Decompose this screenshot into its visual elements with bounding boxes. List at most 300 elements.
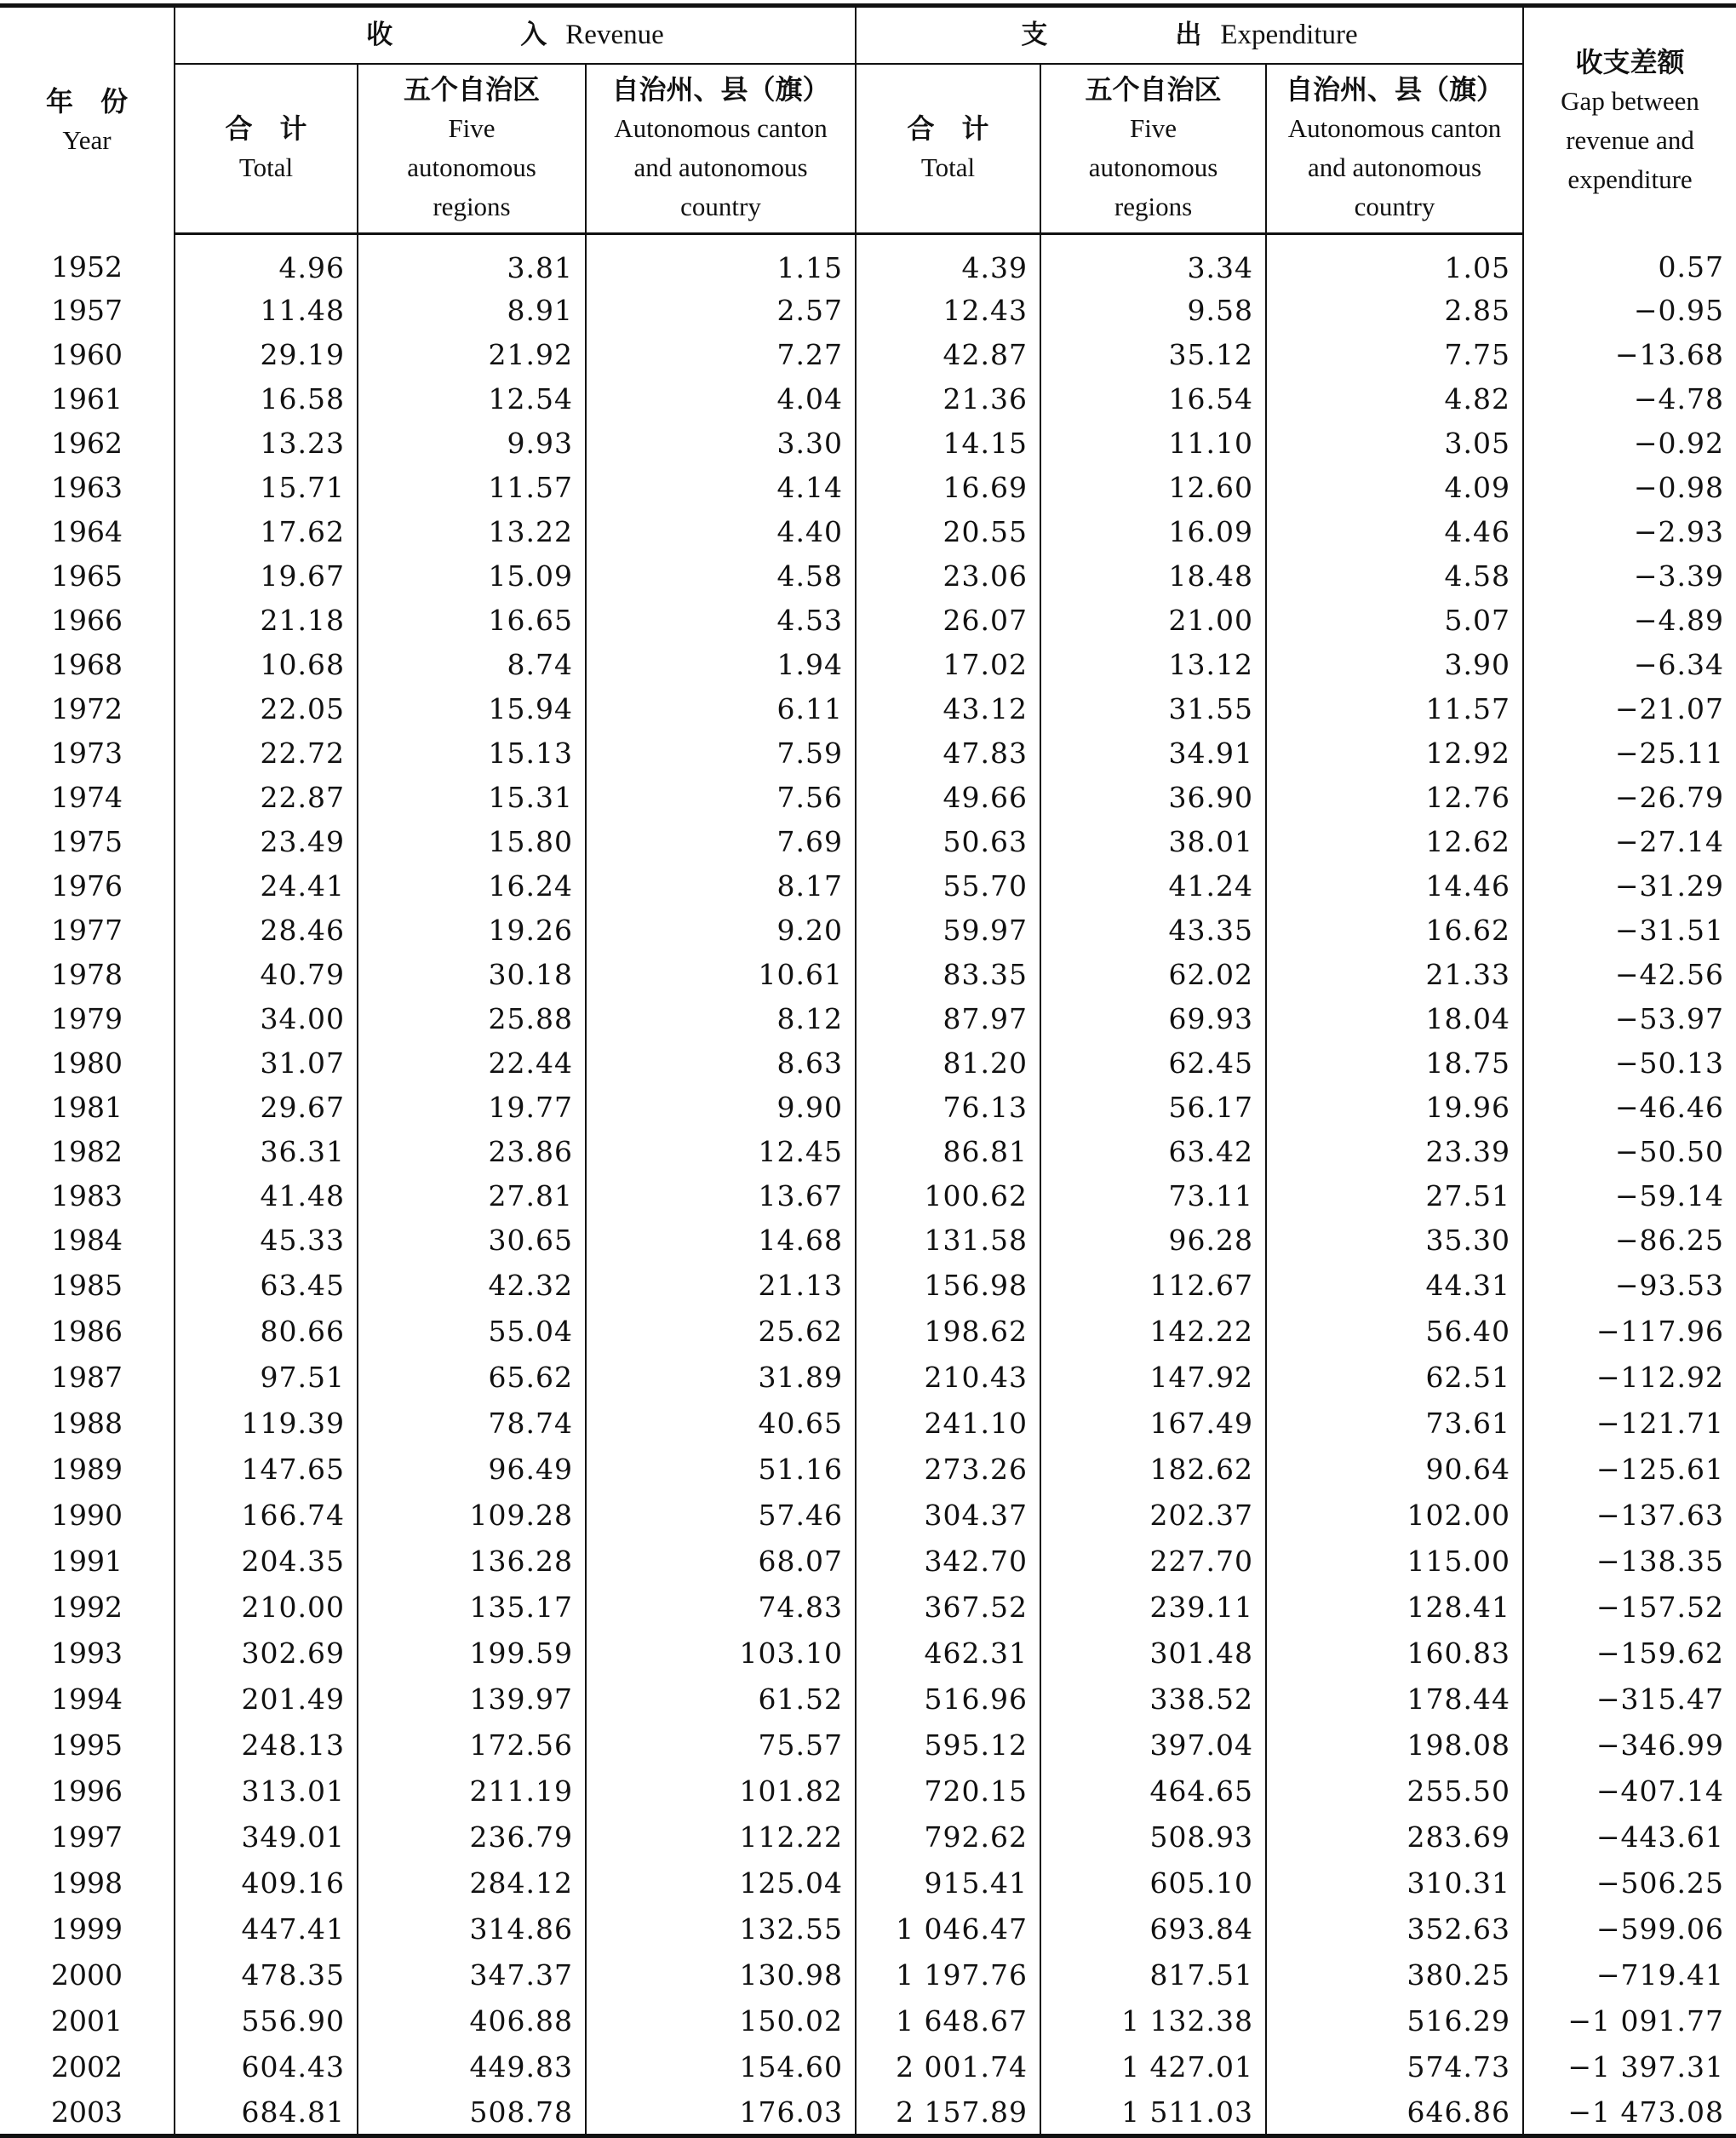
revenue-five-regions-cell: 25.88: [358, 996, 586, 1040]
revenue-total-cell: 29.19: [175, 332, 358, 376]
table-row: [0, 1906, 1736, 1952]
table-row: [0, 376, 1736, 421]
revenue-five-regions-cell: 30.18: [358, 952, 586, 996]
revenue-five-regions-cell: 284.12: [358, 1860, 586, 1906]
revenue-five-regions-cell: 13.22: [358, 509, 586, 553]
revenue-five-regions-cell: 42.32: [358, 1262, 586, 1308]
expenditure-five-regions-cell: 1 511.03: [1040, 2089, 1266, 2136]
expenditure-autonomous-cell: 4.58: [1266, 553, 1523, 598]
revenue-auto-en-1: Autonomous canton: [614, 113, 828, 144]
expenditure-total-cell: 516.96: [856, 1676, 1040, 1722]
table-row: [0, 1538, 1736, 1584]
expenditure-total-cell: 367.52: [856, 1584, 1040, 1630]
table-row: [0, 1952, 1736, 1998]
expenditure-total-cell: 14.15: [856, 421, 1040, 465]
expenditure-five-regions-cell: 9.58: [1040, 288, 1266, 332]
revenue-autonomous-cell: 57.46: [586, 1492, 856, 1538]
revenue-five-regions-cell: 508.78: [358, 2089, 586, 2136]
table-header: [0, 6, 1736, 234]
gap-cell: −50.50: [1523, 1129, 1736, 1173]
revenue-five-regions-cell: 8.91: [358, 288, 586, 332]
table-row: [0, 598, 1736, 642]
expenditure-five-en-2: autonomous: [1088, 152, 1218, 183]
expenditure-total-cell: 1 648.67: [856, 1998, 1040, 2043]
expenditure-auto-en-1: Autonomous canton: [1287, 113, 1502, 144]
revenue-autonomous-cell: 13.67: [586, 1173, 856, 1218]
year-cell: 1979: [51, 1001, 123, 1035]
table-row: [0, 465, 1736, 509]
gap-cell: −112.92: [1523, 1354, 1736, 1400]
expenditure-autonomous-cell: 44.31: [1266, 1262, 1523, 1308]
revenue-five-regions-cell: 19.77: [358, 1085, 586, 1129]
table-row: [0, 1768, 1736, 1814]
revenue-group-en: Revenue: [565, 20, 664, 51]
expenditure-autonomous-cell: 380.25: [1266, 1952, 1523, 1998]
revenue-five-regions-cell: 15.13: [358, 731, 586, 775]
table-row: [0, 509, 1736, 553]
gap-cell: −26.79: [1523, 775, 1736, 819]
revenue-total-cell: 41.48: [175, 1173, 358, 1218]
revenue-autonomous-cell: 8.12: [586, 996, 856, 1040]
revenue-total-en: Total: [238, 152, 294, 183]
revenue-total-cell: 349.01: [175, 1814, 358, 1860]
revenue-total-cell: 63.45: [175, 1262, 358, 1308]
revenue-five-regions-cell: 16.24: [358, 863, 586, 908]
revenue-total-cell: 21.18: [175, 598, 358, 642]
year-cell: 1985: [51, 1268, 123, 1302]
table-row: [0, 1860, 1736, 1906]
expenditure-autonomous-cell: 4.82: [1266, 376, 1523, 421]
gap-cell: 0.57: [1523, 234, 1736, 289]
gap-cell: −137.63: [1523, 1492, 1736, 1538]
revenue-five-regions-cell: 78.74: [358, 1400, 586, 1446]
year-cell: 1982: [51, 1134, 123, 1168]
table-row: [0, 908, 1736, 952]
gap-cell: −93.53: [1523, 1262, 1736, 1308]
expenditure-group-zh-1: 支: [1021, 20, 1048, 51]
expenditure-five-regions-cell: 227.70: [1040, 1538, 1266, 1584]
expenditure-total-cell: 23.06: [856, 553, 1040, 598]
expenditure-five-regions-header: [1040, 64, 1266, 234]
revenue-autonomous-cell: 75.57: [586, 1722, 856, 1768]
table-row: [0, 775, 1736, 819]
expenditure-five-zh: 五个自治区: [1085, 73, 1222, 106]
revenue-auto-zh: 自治州、县（旗）: [611, 73, 830, 106]
gap-cell: −13.68: [1523, 332, 1736, 376]
year-cell: 1988: [51, 1406, 123, 1440]
revenue-total-cell: 31.07: [175, 1040, 358, 1085]
table-row: [0, 1446, 1736, 1492]
table-row: [0, 642, 1736, 686]
table-row: [0, 996, 1736, 1040]
revenue-five-regions-cell: 65.62: [358, 1354, 586, 1400]
revenue-five-regions-cell: 139.97: [358, 1676, 586, 1722]
expenditure-total-cell: 86.81: [856, 1129, 1040, 1173]
expenditure-five-regions-cell: 36.90: [1040, 775, 1266, 819]
expenditure-five-regions-cell: 34.91: [1040, 731, 1266, 775]
expenditure-five-regions-cell: 31.55: [1040, 686, 1266, 731]
expenditure-autonomous-cell: 18.04: [1266, 996, 1523, 1040]
revenue-five-regions-cell: 55.04: [358, 1308, 586, 1354]
gap-cell: −46.46: [1523, 1085, 1736, 1129]
gap-cell: −346.99: [1523, 1722, 1736, 1768]
revenue-autonomous-cell: 51.16: [586, 1446, 856, 1492]
revenue-total-cell: 17.62: [175, 509, 358, 553]
revenue-total-cell: 19.67: [175, 553, 358, 598]
table-row: [0, 1085, 1736, 1129]
expenditure-five-regions-cell: 1 132.38: [1040, 1998, 1266, 2043]
expenditure-five-regions-cell: 693.84: [1040, 1906, 1266, 1952]
gap-cell: −506.25: [1523, 1860, 1736, 1906]
expenditure-five-regions-cell: 13.12: [1040, 642, 1266, 686]
gap-cell: −31.29: [1523, 863, 1736, 908]
gap-cell: −125.61: [1523, 1446, 1736, 1492]
year-cell: 1963: [51, 470, 123, 504]
revenue-total-cell: 28.46: [175, 908, 358, 952]
revenue-group-zh-2: 入: [520, 20, 547, 51]
revenue-auto-en-2: and autonomous: [633, 152, 808, 183]
expenditure-autonomous-cell: 4.09: [1266, 465, 1523, 509]
expenditure-total-cell: 4.39: [856, 234, 1040, 289]
expenditure-total-cell: 1 197.76: [856, 1952, 1040, 1998]
expenditure-autonomous-cell: 310.31: [1266, 1860, 1523, 1906]
expenditure-autonomous-cell: 4.46: [1266, 509, 1523, 553]
gap-header-en-1: Gap between: [1561, 85, 1699, 116]
revenue-five-regions-cell: 8.74: [358, 642, 586, 686]
expenditure-autonomous-cell: 73.61: [1266, 1400, 1523, 1446]
year-cell: 1981: [51, 1090, 123, 1124]
expenditure-autonomous-cell: 12.62: [1266, 819, 1523, 863]
year-cell: 1974: [51, 780, 123, 814]
statistics-table-page: [0, 3, 1736, 2138]
revenue-autonomous-cell: 9.20: [586, 908, 856, 952]
expenditure-five-regions-cell: 202.37: [1040, 1492, 1266, 1538]
expenditure-five-regions-cell: 21.00: [1040, 598, 1266, 642]
revenue-autonomous-cell: 40.65: [586, 1400, 856, 1446]
revenue-autonomous-cell: 150.02: [586, 1998, 856, 2043]
expenditure-total-cell: 792.62: [856, 1814, 1040, 1860]
revenue-total-cell: 36.31: [175, 1129, 358, 1173]
expenditure-total-cell: 12.43: [856, 288, 1040, 332]
expenditure-autonomous-cell: 12.76: [1266, 775, 1523, 819]
year-cell: 1965: [51, 559, 123, 593]
revenue-autonomous-cell: 10.61: [586, 952, 856, 996]
expenditure-total-cell: 47.83: [856, 731, 1040, 775]
expenditure-auto-en-3: country: [1354, 192, 1435, 222]
expenditure-autonomous-cell: 1.05: [1266, 234, 1523, 289]
revenue-autonomous-cell: 68.07: [586, 1538, 856, 1584]
revenue-autonomous-cell: 1.15: [586, 234, 856, 289]
year-cell: 1984: [51, 1223, 123, 1257]
revenue-autonomous-cell: 4.53: [586, 598, 856, 642]
expenditure-autonomous-cell: 12.92: [1266, 731, 1523, 775]
expenditure-total-cell: 156.98: [856, 1262, 1040, 1308]
revenue-total-cell: 684.81: [175, 2089, 358, 2136]
revenue-five-regions-cell: 347.37: [358, 1952, 586, 1998]
expenditure-group-header: [856, 6, 1523, 64]
revenue-five-regions-cell: 15.31: [358, 775, 586, 819]
gap-header: [1523, 6, 1736, 234]
revenue-total-cell: 80.66: [175, 1308, 358, 1354]
table-body: [0, 234, 1736, 2136]
revenue-five-regions-cell: 211.19: [358, 1768, 586, 1814]
expenditure-total-cell: 720.15: [856, 1768, 1040, 1814]
year-cell: 1972: [51, 691, 123, 725]
revenue-total-cell: 22.87: [175, 775, 358, 819]
revenue-total-cell: 10.68: [175, 642, 358, 686]
expenditure-total-cell: 131.58: [856, 1218, 1040, 1262]
expenditure-autonomous-cell: 27.51: [1266, 1173, 1523, 1218]
year-cell: 1995: [51, 1728, 123, 1762]
expenditure-autonomous-cell: 56.40: [1266, 1308, 1523, 1354]
revenue-total-cell: 119.39: [175, 1400, 358, 1446]
table-row: [0, 288, 1736, 332]
revenue-five-regions-cell: 30.65: [358, 1218, 586, 1262]
table-row: [0, 1492, 1736, 1538]
year-cell: 1977: [51, 913, 123, 947]
revenue-autonomous-cell: 130.98: [586, 1952, 856, 1998]
revenue-total-header: [175, 64, 358, 234]
revenue-total-cell: 204.35: [175, 1538, 358, 1584]
revenue-autonomous-cell: 6.11: [586, 686, 856, 731]
expenditure-autonomous-cell: 516.29: [1266, 1998, 1523, 2043]
expenditure-five-regions-cell: 11.10: [1040, 421, 1266, 465]
revenue-total-cell: 604.43: [175, 2043, 358, 2089]
expenditure-autonomous-cell: 160.83: [1266, 1630, 1523, 1676]
expenditure-autonomous-cell: 3.90: [1266, 642, 1523, 686]
expenditure-five-regions-cell: 56.17: [1040, 1085, 1266, 1129]
expenditure-five-regions-cell: 464.65: [1040, 1768, 1266, 1814]
table-row: [0, 1173, 1736, 1218]
expenditure-five-regions-cell: 16.54: [1040, 376, 1266, 421]
revenue-five-regions-cell: 449.83: [358, 2043, 586, 2089]
expenditure-total-cell: 81.20: [856, 1040, 1040, 1085]
revenue-five-regions-cell: 96.49: [358, 1446, 586, 1492]
expenditure-five-regions-cell: 142.22: [1040, 1308, 1266, 1354]
revenue-five-regions-cell: 236.79: [358, 1814, 586, 1860]
revenue-autonomous-cell: 14.68: [586, 1218, 856, 1262]
revenue-autonomous-cell: 112.22: [586, 1814, 856, 1860]
expenditure-autonomous-cell: 5.07: [1266, 598, 1523, 642]
expenditure-five-regions-cell: 63.42: [1040, 1129, 1266, 1173]
revenue-group-header: [175, 6, 856, 64]
year-cell: 1989: [51, 1452, 123, 1486]
expenditure-total-en: Total: [920, 152, 976, 183]
revenue-total-zh: 合 计: [225, 112, 307, 146]
gap-cell: −27.14: [1523, 819, 1736, 863]
expenditure-autonomous-cell: 16.62: [1266, 908, 1523, 952]
revenue-five-regions-cell: 172.56: [358, 1722, 586, 1768]
expenditure-autonomous-cell: 178.44: [1266, 1676, 1523, 1722]
revenue-autonomous-cell: 61.52: [586, 1676, 856, 1722]
expenditure-autonomous-cell: 255.50: [1266, 1768, 1523, 1814]
expenditure-five-regions-cell: 817.51: [1040, 1952, 1266, 1998]
revenue-autonomous-cell: 1.94: [586, 642, 856, 686]
expenditure-total-cell: 83.35: [856, 952, 1040, 996]
year-cell: 1997: [51, 1820, 123, 1854]
gap-cell: −1 091.77: [1523, 1998, 1736, 2043]
expenditure-five-regions-cell: 147.92: [1040, 1354, 1266, 1400]
table-row: [0, 731, 1736, 775]
gap-cell: −315.47: [1523, 1676, 1736, 1722]
revenue-autonomous-cell: 125.04: [586, 1860, 856, 1906]
revenue-five-en-3: regions: [433, 192, 511, 222]
gap-cell: −50.13: [1523, 1040, 1736, 1085]
expenditure-total-cell: 342.70: [856, 1538, 1040, 1584]
revenue-total-cell: 447.41: [175, 1906, 358, 1952]
expenditure-total-cell: 100.62: [856, 1173, 1040, 1218]
revenue-total-cell: 40.79: [175, 952, 358, 996]
gap-cell: −21.07: [1523, 686, 1736, 731]
revenue-total-cell: 24.41: [175, 863, 358, 908]
revenue-autonomous-cell: 2.57: [586, 288, 856, 332]
revenue-five-regions-cell: 9.93: [358, 421, 586, 465]
revenue-total-cell: 11.48: [175, 288, 358, 332]
revenue-five-regions-cell: 15.94: [358, 686, 586, 731]
expenditure-five-regions-cell: 43.35: [1040, 908, 1266, 952]
expenditure-autonomous-cell: 128.41: [1266, 1584, 1523, 1630]
revenue-total-cell: 478.35: [175, 1952, 358, 1998]
revenue-group-zh-1: 收: [366, 20, 393, 51]
revenue-five-regions-cell: 12.54: [358, 376, 586, 421]
year-cell: 1980: [51, 1046, 123, 1080]
year-cell: 1952: [51, 249, 123, 284]
year-cell: 1994: [51, 1682, 123, 1716]
year-cell: 1999: [51, 1912, 123, 1946]
expenditure-total-cell: 2 001.74: [856, 2043, 1040, 2089]
expenditure-five-regions-cell: 38.01: [1040, 819, 1266, 863]
revenue-total-cell: 45.33: [175, 1218, 358, 1262]
gap-cell: −0.98: [1523, 465, 1736, 509]
revenue-total-cell: 147.65: [175, 1446, 358, 1492]
expenditure-five-regions-cell: 397.04: [1040, 1722, 1266, 1768]
expenditure-autonomous-cell: 23.39: [1266, 1129, 1523, 1173]
table-row: [0, 1722, 1736, 1768]
expenditure-five-en-1: Five: [1129, 113, 1177, 144]
expenditure-autonomous-cell: 90.64: [1266, 1446, 1523, 1492]
year-cell: 1962: [51, 426, 123, 460]
revenue-total-cell: 166.74: [175, 1492, 358, 1538]
gap-cell: −86.25: [1523, 1218, 1736, 1262]
gap-cell: −25.11: [1523, 731, 1736, 775]
table-row: [0, 819, 1736, 863]
gap-cell: −121.71: [1523, 1400, 1736, 1446]
year-cell: 1957: [51, 293, 123, 327]
revenue-five-regions-cell: 15.80: [358, 819, 586, 863]
expenditure-five-regions-cell: 182.62: [1040, 1446, 1266, 1492]
revenue-autonomous-cell: 7.69: [586, 819, 856, 863]
expenditure-total-cell: 21.36: [856, 376, 1040, 421]
revenue-autonomous-cell: 4.14: [586, 465, 856, 509]
expenditure-autonomous-cell: 115.00: [1266, 1538, 1523, 1584]
gap-cell: −4.78: [1523, 376, 1736, 421]
year-cell: 1964: [51, 514, 123, 548]
gap-cell: −59.14: [1523, 1173, 1736, 1218]
year-cell: 1983: [51, 1178, 123, 1212]
expenditure-five-regions-cell: 338.52: [1040, 1676, 1266, 1722]
revenue-autonomous-cell: 4.40: [586, 509, 856, 553]
table-row: [0, 1676, 1736, 1722]
expenditure-five-regions-cell: 62.02: [1040, 952, 1266, 996]
expenditure-total-cell: 1 046.47: [856, 1906, 1040, 1952]
expenditure-five-regions-cell: 62.45: [1040, 1040, 1266, 1085]
expenditure-autonomous-cell: 3.05: [1266, 421, 1523, 465]
expenditure-five-regions-cell: 96.28: [1040, 1218, 1266, 1262]
revenue-autonomous-header: [586, 64, 856, 234]
expenditure-five-regions-cell: 167.49: [1040, 1400, 1266, 1446]
revenue-five-regions-header: [358, 64, 586, 234]
revenue-autonomous-cell: 8.63: [586, 1040, 856, 1085]
revenue-five-regions-cell: 16.65: [358, 598, 586, 642]
table-row: [0, 421, 1736, 465]
gap-cell: −42.56: [1523, 952, 1736, 996]
expenditure-autonomous-cell: 35.30: [1266, 1218, 1523, 1262]
year-cell: 2003: [0, 2089, 175, 2136]
revenue-five-regions-cell: 199.59: [358, 1630, 586, 1676]
expenditure-five-regions-cell: 1 427.01: [1040, 2043, 1266, 2089]
expenditure-total-cell: 198.62: [856, 1308, 1040, 1354]
gap-cell: −31.51: [1523, 908, 1736, 952]
year-cell: 1966: [51, 603, 123, 637]
gap-cell: −4.89: [1523, 598, 1736, 642]
revenue-autonomous-cell: 9.90: [586, 1085, 856, 1129]
revenue-total-cell: 23.49: [175, 819, 358, 863]
expenditure-total-cell: 55.70: [856, 863, 1040, 908]
gap-cell: −1 397.31: [1523, 2043, 1736, 2089]
revenue-total-cell: 4.96: [175, 234, 358, 289]
revenue-total-cell: 97.51: [175, 1354, 358, 1400]
expenditure-autonomous-cell: 21.33: [1266, 952, 1523, 996]
expenditure-total-cell: 2 157.89: [856, 2089, 1040, 2136]
expenditure-total-cell: 50.63: [856, 819, 1040, 863]
revenue-total-cell: 15.71: [175, 465, 358, 509]
revenue-auto-en-3: country: [680, 192, 761, 222]
revenue-five-regions-cell: 21.92: [358, 332, 586, 376]
revenue-total-cell: 22.72: [175, 731, 358, 775]
gap-cell: −159.62: [1523, 1630, 1736, 1676]
revenue-five-regions-cell: 23.86: [358, 1129, 586, 1173]
revenue-autonomous-cell: 132.55: [586, 1906, 856, 1952]
revenue-autonomous-cell: 4.04: [586, 376, 856, 421]
expenditure-five-regions-cell: 508.93: [1040, 1814, 1266, 1860]
year-cell: 1998: [51, 1866, 123, 1900]
gap-cell: −157.52: [1523, 1584, 1736, 1630]
revenue-autonomous-cell: 12.45: [586, 1129, 856, 1173]
expenditure-five-regions-cell: 3.34: [1040, 234, 1266, 289]
expenditure-group-en: Expenditure: [1220, 20, 1358, 51]
table-row: [0, 1584, 1736, 1630]
expenditure-total-cell: 210.43: [856, 1354, 1040, 1400]
expenditure-total-cell: 26.07: [856, 598, 1040, 642]
year-cell: 1961: [51, 381, 123, 416]
revenue-autonomous-cell: 154.60: [586, 2043, 856, 2089]
year-header: [0, 6, 175, 234]
expenditure-five-regions-cell: 605.10: [1040, 1860, 1266, 1906]
expenditure-autonomous-cell: 18.75: [1266, 1040, 1523, 1085]
revenue-autonomous-cell: 176.03: [586, 2089, 856, 2136]
expenditure-five-regions-cell: 41.24: [1040, 863, 1266, 908]
gap-cell: −138.35: [1523, 1538, 1736, 1584]
expenditure-five-regions-cell: 69.93: [1040, 996, 1266, 1040]
revenue-total-cell: 34.00: [175, 996, 358, 1040]
table-row: [0, 1998, 1736, 2043]
gap-cell: −0.92: [1523, 421, 1736, 465]
year-cell: 1990: [51, 1498, 123, 1532]
expenditure-total-cell: 17.02: [856, 642, 1040, 686]
gap-cell: −0.95: [1523, 288, 1736, 332]
expenditure-five-regions-cell: 73.11: [1040, 1173, 1266, 1218]
table-row: [0, 1040, 1736, 1085]
